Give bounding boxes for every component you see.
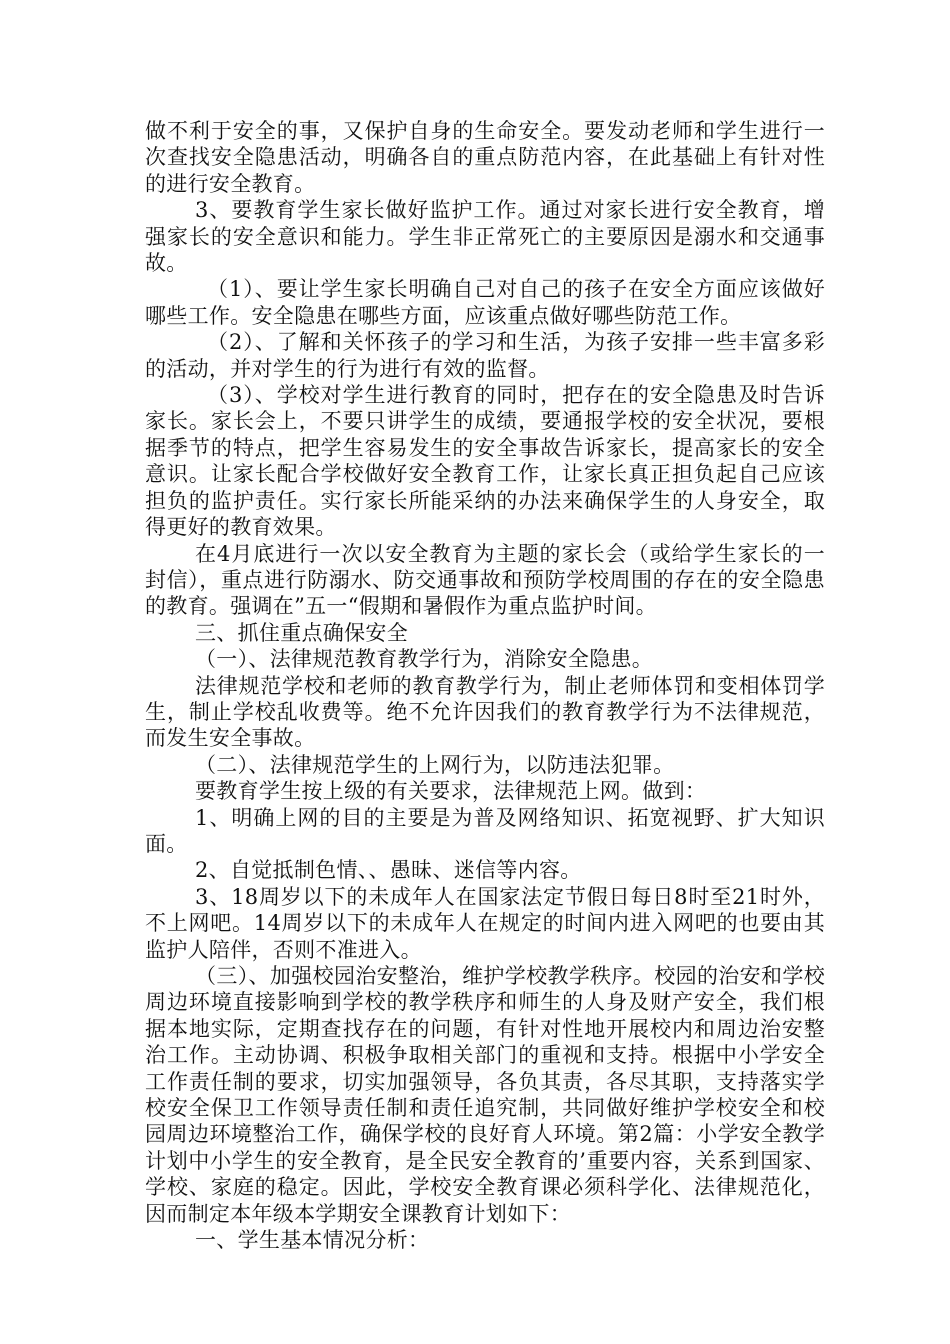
list-item-1: 1、明确上网的目的主要是为普及网络知识、拓宽视野、扩大知识面。	[145, 805, 825, 856]
subheading-2: （二）、法律规范学生的上网行为，以防违法犯罪。	[195, 752, 675, 777]
section-heading: 三、抓住重点确保安全	[195, 620, 408, 645]
list-item-3: 3、18周岁以下的未成年人在国家法定节假日每日8时至21时外，不上网吧。14周岁以下的未成年人在规定的时间内进入网吧的也要由其监护人陪伴，否则不准进入。	[145, 884, 825, 962]
subheading-1: （一）、法律规范教育教学行为，消除安全隐患。	[195, 647, 654, 672]
section-heading-2: 一、学生基本情况分析：	[195, 1228, 430, 1253]
subheading-3: （三）、加强校园治安整治，维护学校教学秩序。校园的治安和学校周边环境直接影响到学校的教学秩序和师生的人身及财产安全，我们根据本地实际，定期查找存在的问题，有针对性地开展校内和周边治安整治工作。主动协调、积极争取相关部门的重视和支持。根据中小学安全工作责任制的要求，切实加强领导，各负其责，各尽其职，支持落实学校安全保卫工作领导责任制和责任追究制，共同做好维护学校安全和校园周边环境整治工作，确保学校的良好育人环境。第2篇：小学安全教学计划中小学生的安全教育，是全民安全教育的’重要内容，关系到国家、学校、家庭的稳定。因此，学校安全教育课必须科学化、法律规范化，因而制定本年级本学期安全课教育计划如下：	[145, 964, 825, 1226]
list-item-2: 2、自觉抵制色情、、愚昧、迷信等内容。	[195, 858, 582, 883]
paragraph-2: 3、要教育学生家长做好监护工作。通过对家长进行安全教育，增强家长的安全意识和能力。学生非正常死亡的主要原因是溺水和交通事故。	[145, 198, 825, 276]
paragraph-4: （2）、了解和关怀孩子的学习和生活，为孩子安排一些丰富多彩的活动，并对学生的行为进行有效的监督。	[145, 330, 825, 381]
document-body	[145, 118, 825, 1253]
paragraph-6: 在4月底进行一次以安全教育为主题的家长会（或给学生家长的一封信），重点进行防溺水、防交通事故和预防学校周围的存在的安全隐患的教育。强调在”五一“假期和暑假作为重点监护时间。	[145, 541, 825, 619]
paragraph-9: 法律规范学校和老师的教育教学行为，制止老师体罚和变相体罚学生，制止学校乱收费等。绝不允许因我们的教育教学行为不法律规范，而发生安全事故。	[145, 673, 825, 751]
paragraph-1: 做不利于安全的事，又保护自身的生命安全。要发动老师和学生进行一次查找安全隐患活动，明确各自的重点防范内容，在此基础上有针对性的进行安全教育。	[145, 119, 825, 196]
paragraph-11: 要教育学生按上级的有关要求，法律规范上网。做到：	[195, 779, 707, 804]
paragraph-5: （3）、学校对学生进行教育的同时，把存在的安全隐患及时告诉家长。家长会上，不要只讲学生的成绩，要通报学校的安全状况，要根据季节的特点，把学生容易发生的安全事故告诉家长，提高家长的安全意识。让家长配合学校做好安全教育工作，让家长真正担负起自己应该担负的监护责任。实行家长所能采纳的办法来确保学生的人身安全，取得更好的教育效果。	[145, 383, 825, 540]
paragraph-3: （1）、要让学生家长明确自己对自己的孩子在安全方面应该做好哪些工作。安全隐患在哪些方面，应该重点做好哪些防范工作。	[145, 277, 825, 328]
